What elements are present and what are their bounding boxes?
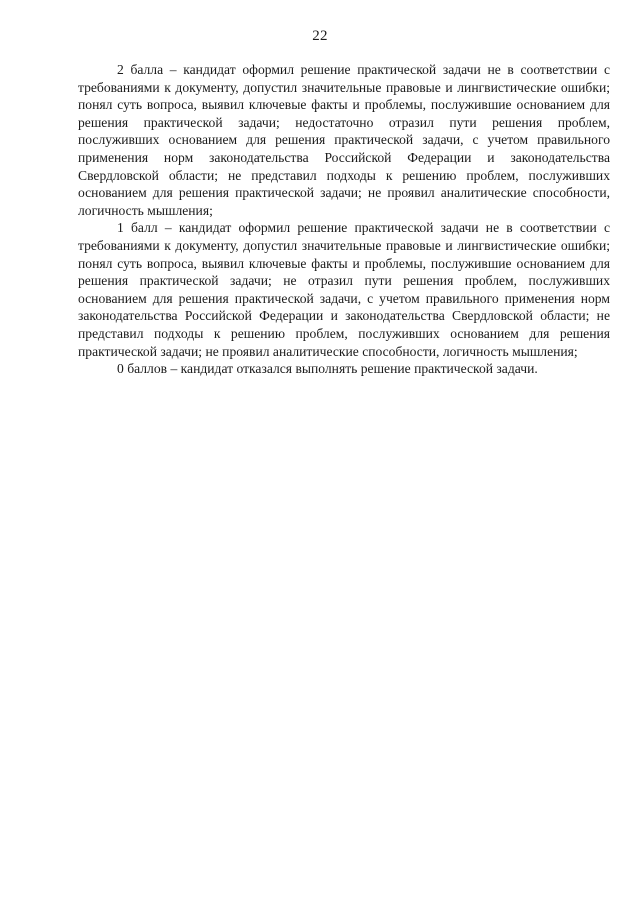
criterion-2-points: 2 балла – кандидат оформил решение практической задачи не в соответствии с требованиями к документу, допустил значительные правовые и лингвистические ошибки; понял суть вопроса, выявил ключевые факты и проблемы, послужившие основанием для решения практической задачи; недостаточно отразил пути решения проблем, послуживших основанием для решения практической задачи, с учетом правильного применения норм законодательства Российской Федерации и законодательства Свердловской области; не представил подходы к решению проблем, послуживших основанием для решения практической задачи; не проявил аналитические способности, логичность мышления;	[78, 62, 610, 218]
document-body	[78, 61, 610, 378]
criterion-0-points: 0 баллов – кандидат отказался выполнять решение практической задачи.	[117, 361, 538, 377]
page-number: 22	[312, 28, 328, 44]
criterion-1-point: 1 балл – кандидат оформил решение практической задачи не в соответствии с требованиями к документу, допустил значительные правовые и лингвистические ошибки; понял суть вопроса, выявил ключевые факты и проблемы, послужившие основанием для решения практической задачи; не отразил пути решения проблем, послуживших основанием для решения практической задачи, с учетом правильного применения норм законодательства Российской Федерации и законодательства Свердловской области; не представил подходы к решению проблем, послуживших основанием для решения практической задачи; не проявил аналитические способности, логичность мышления;	[78, 220, 610, 359]
